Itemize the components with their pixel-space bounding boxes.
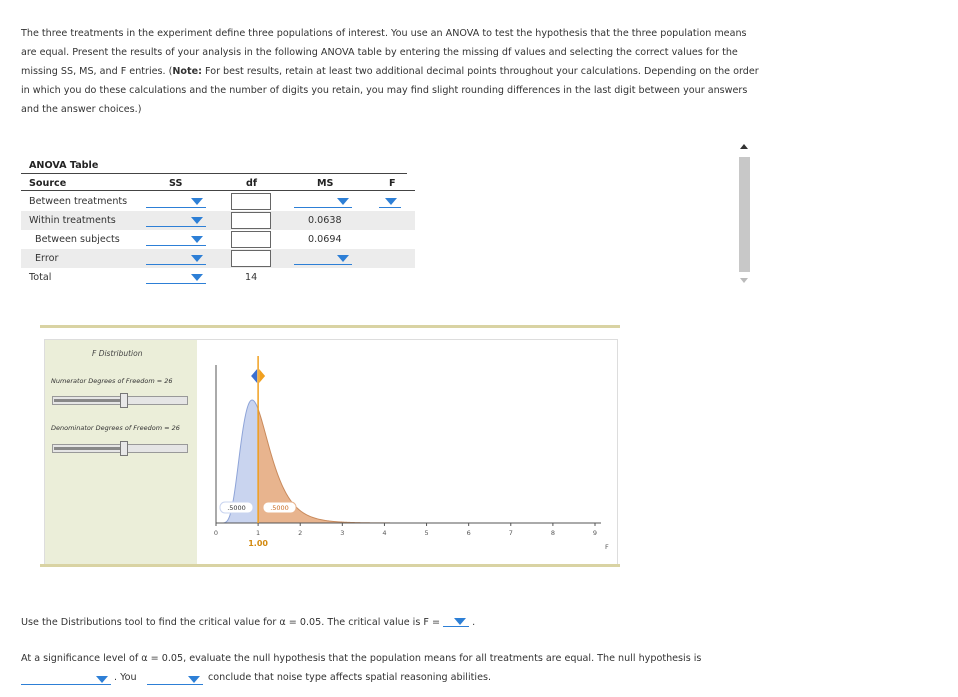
chevron-down-icon [191,236,203,243]
ss-total-dropdown[interactable] [146,268,206,284]
ms-between-subjects-value: 0.0694 [308,234,342,245]
row-between-subjects [21,230,415,249]
conclusion-dropdown[interactable] [147,672,203,685]
row-between-treatments [21,192,415,211]
chevron-down-icon [385,198,397,205]
x-tick-label: 6 [466,529,471,537]
row-total [21,268,415,287]
row-label: Between treatments [29,196,128,207]
right-area-label: .5000 [270,504,289,512]
anova-title: ANOVA Table [29,160,99,171]
anova-table [21,158,421,288]
x-tick-label: 2 [298,529,303,537]
scrollbar-thumb[interactable] [739,157,750,272]
null-hypothesis-dropdown[interactable] [21,672,111,685]
ms-within-treatments-value: 0.0638 [308,215,342,226]
ss-error-dropdown[interactable] [146,249,206,265]
tool-bottom-border [40,564,620,567]
header-f: F [389,178,396,189]
tool-controls [45,340,197,564]
x-tick-label: 7 [508,529,513,537]
header-ms: MS [317,178,334,189]
instructions-paragraph: The three treatments in the experiment define three populations of interest. You use an ANOVA to test the hypothesis that the three population means are equal. Present the results of your analysis in the following ANOVA table by entering the missing df values and selecting the correct values for the missing SS, MS, and F entries. (Note: For best results, retain at least two additional decimal points throughout your calculations. Depending on the order in which you do these calculations and the number of digits you retain, you may find slight rounding differences in the last digit between your answers and the answer choices.) [21,28,759,115]
row-label: Total [29,272,52,283]
row-label: Between subjects [35,234,120,245]
df-within-treatments-input[interactable] [231,212,271,229]
f-distribution-tool [40,325,620,567]
chevron-down-icon [191,217,203,224]
chevron-down-icon [191,255,203,262]
df-between-subjects-input[interactable] [231,231,271,248]
row-label: Error [35,253,59,264]
ss-between-treatments-dropdown[interactable] [146,192,206,208]
row-within-treatments [21,211,415,230]
chevron-down-icon [191,274,203,281]
header-source: Source [29,178,67,189]
critical-value-dropdown[interactable] [443,614,469,627]
x-tick-label: 1 [256,529,261,537]
df-error-input[interactable] [231,250,271,267]
left-area-label: .5000 [227,504,246,512]
numerator-df-slider[interactable] [52,396,188,405]
ss-within-treatments-dropdown[interactable] [146,211,206,227]
tool-title: F Distribution [92,349,143,358]
chevron-down-icon [337,198,349,205]
marker-value-label: 1.00 [248,539,268,548]
tool-top-border [40,325,620,328]
numerator-df-label: Numerator Degrees of Freedom = 26 [51,377,173,385]
chevron-down-icon [454,618,466,625]
chevron-down-icon [188,676,200,683]
x-tick-label: 0 [213,529,219,537]
x-tick-label: 3 [340,529,345,537]
chevron-down-icon [337,255,349,262]
header-df: df [246,178,258,189]
ms-error-dropdown[interactable] [294,249,352,265]
tool-panel [44,339,618,565]
x-tick-label: 9 [592,529,598,537]
f-dropdown[interactable] [379,192,401,208]
axis-variable-label: F [605,543,609,551]
row-label: Within treatments [29,215,116,226]
scrollbar[interactable] [736,140,752,288]
x-tick-label: 4 [382,529,387,537]
hypothesis-answer-line: . You conclude that noise type affects spatial reasoning abilities. [21,672,621,686]
scroll-up-icon[interactable] [740,144,748,149]
scroll-down-icon[interactable] [740,278,748,283]
denominator-df-slider[interactable] [52,444,188,453]
ss-between-subjects-dropdown[interactable] [146,230,206,246]
x-tick-label: 5 [424,529,429,537]
chevron-down-icon [191,198,203,205]
slider-handle[interactable] [120,441,128,456]
hypothesis-question: At a significance level of α = 0.05, evaluate the null hypothesis that the population means for all treatments are equal. The null hypothesis is [21,653,702,664]
critical-value-question: Use the Distributions tool to find the critical value for α = 0.05. The critical value is F = . [21,614,475,628]
denominator-df-label: Denominator Degrees of Freedom = 26 [51,424,180,432]
ms-between-treatments-dropdown[interactable] [294,192,352,208]
f-distribution-chart [197,340,617,564]
right-tail-area [258,410,595,523]
slider-handle[interactable] [120,393,128,408]
row-error [21,249,415,268]
header-ss: SS [169,178,183,189]
df-between-treatments-input[interactable] [231,193,271,210]
chevron-down-icon [96,676,108,683]
df-total-value: 14 [245,272,258,283]
f-distribution-plot [197,340,617,564]
x-tick-label: 8 [550,529,555,537]
